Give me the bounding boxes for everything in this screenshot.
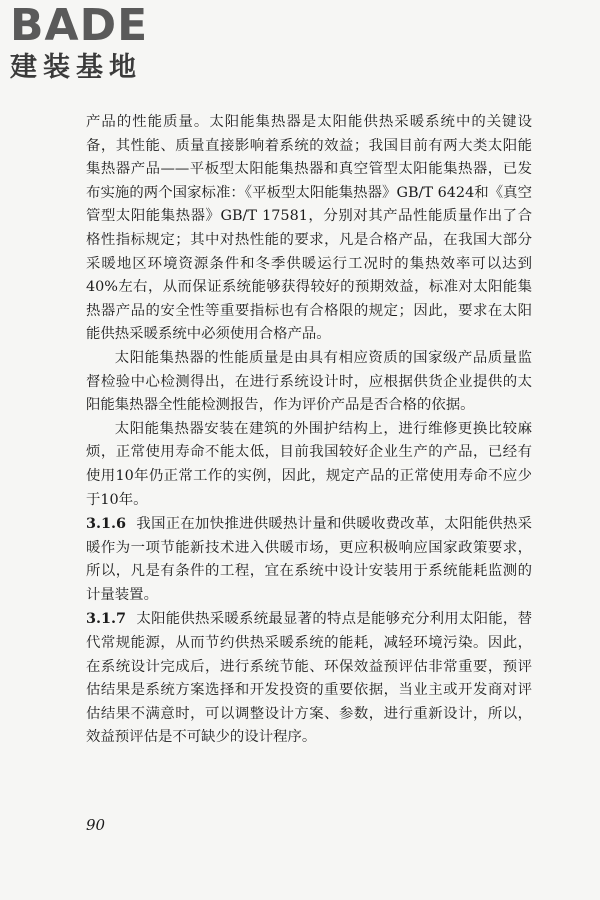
logo-wordmark: BADE [10, 0, 149, 51]
page-number: 90 [86, 816, 106, 834]
bade-logo [10, 0, 180, 88]
paragraph-text: 产品的性能质量。太阳能集热器是太阳能供热采暖系统中的关键设备，其性能、质量直接影响着系统的效益；我国目前有两大类太阳能集热器产品——平板型太阳能集热器和真空管型太阳能集热器，已发布实施的两个国家标准：《平板型太阳能集热器》GB/T 6424和《真空管型太阳能集热器》GB/T 17581，分别对其产品性能质量作出了合格性指标规定；其中对热性能的要求，凡是合格产品，在我国大部分采暖地区环境资源条件和冬季供暖运行工况时的集热效率可以达到40%左右，从而保证系统能够获得较好的预期效益，标准对太阳能集热器产品的安全性等重要指标也有合格限的规定；因此，要求在太阳能供热采暖系统中必须使用合格产品。 [86, 114, 532, 343]
clause-number: 3.1.7 [86, 610, 127, 628]
clause-number: 3.1.6 [86, 515, 127, 533]
paragraph-text: 我国正在加快推进供暖热计量和供暖收费改革，太阳能供热采暖作为一项节能新技术进入供暖市场，更应积极响应国家政策要求，所以，凡是有条件的工程，宜在系统中设计安装用于系统能耗监测的计量装置。 [86, 516, 532, 603]
paragraph-1 [86, 111, 532, 347]
paragraph-3 [86, 418, 532, 512]
paragraph-text: 太阳能集热器的性能质量是由具有相应资质的国家级产品质量监督检验中心检测得出，在进行系统设计时，应根据供货企业提供的太阳能集热器全性能检测报告，作为评价产品是否合格的依据。 [86, 349, 532, 414]
body-text [86, 111, 532, 750]
paragraph-text: 太阳能供热采暖系统最显著的特点是能够充分利用太阳能，替代常规能源，从而节约供热采暖系统的能耗，减轻环境污染。因此，在系统设计完成后，进行系统节能、环保效益预评估非常重要，预评估结果是系统方案选择和开发投资的重要依据，当业主或开发商对评估结果不满意时，可以调整设计方案、参数，进行重新设计，所以，效益预评估是不可缺少的设计程序。 [86, 611, 532, 746]
logo-chinese-name: 建装基地 [10, 52, 142, 83]
paragraph-2 [86, 347, 532, 418]
paragraph-text: 太阳能集热器安装在建筑的外围护结构上，进行维修更换比较麻烦，正常使用寿命不能太低，目前我国较好企业生产的产品，已经有使用10年仍正常工作的实例，因此，规定产品的正常使用寿命不应少于10年。 [86, 420, 532, 508]
clause-3-1-6 [86, 512, 532, 607]
clause-3-1-7 [86, 607, 532, 750]
